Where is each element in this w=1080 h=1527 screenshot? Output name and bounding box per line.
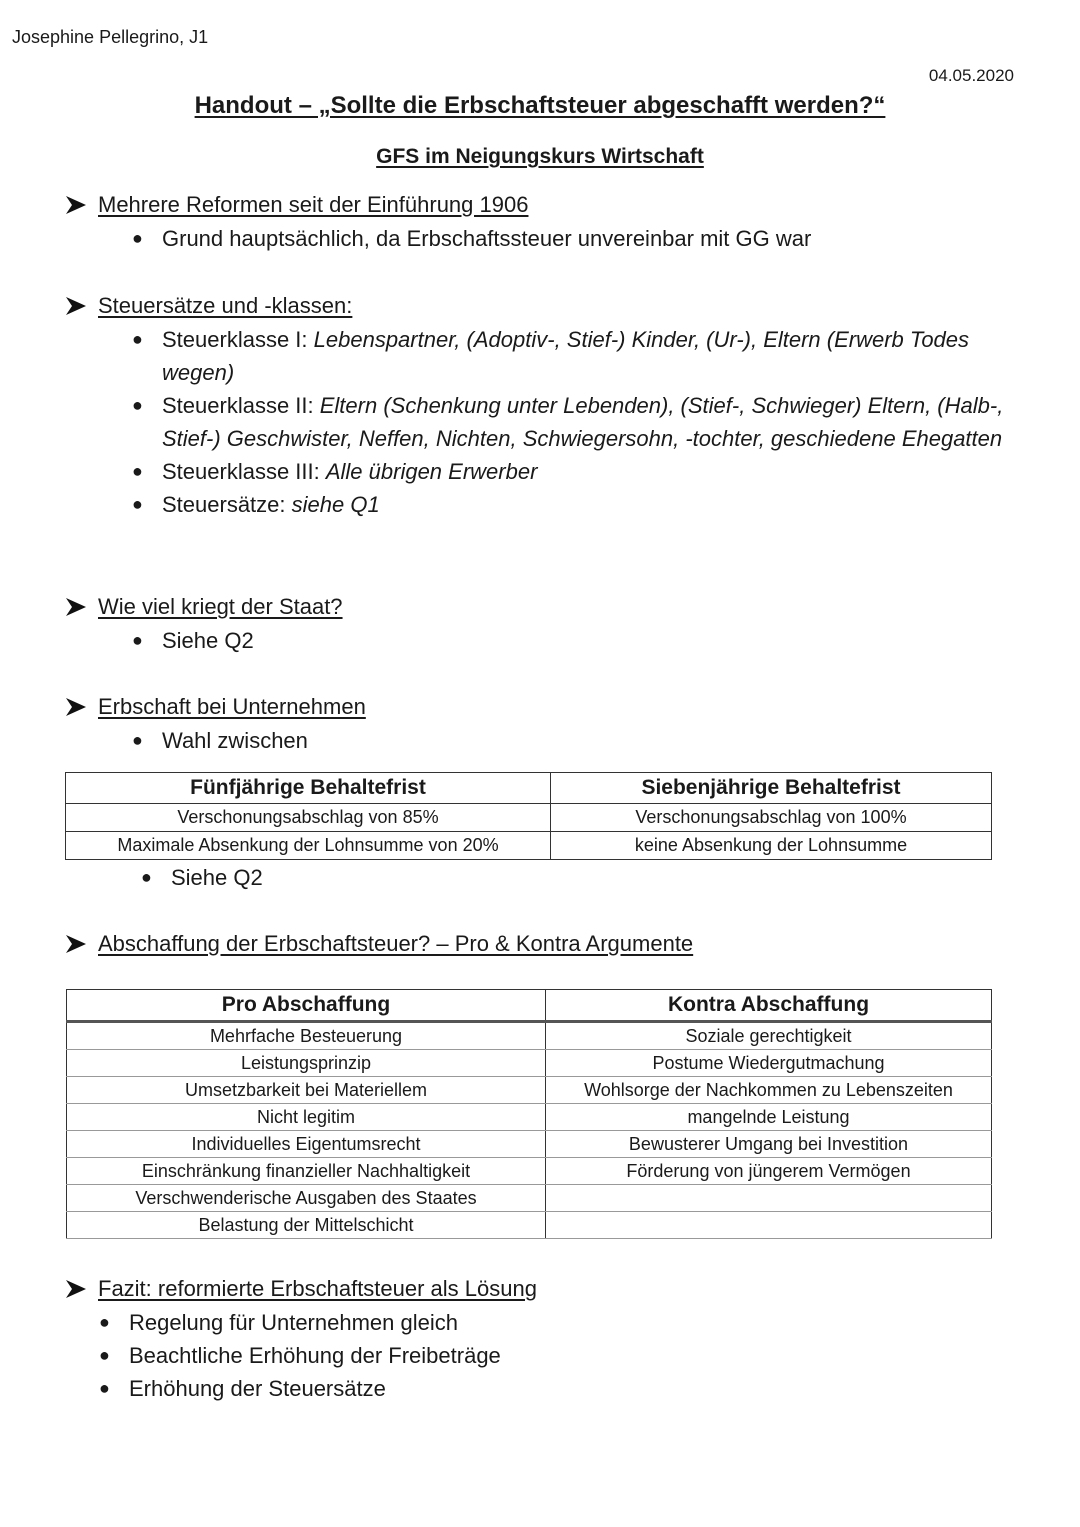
table-cell: Nicht legitim	[67, 1104, 546, 1131]
table-header: Fünfjährige Behaltefrist	[66, 773, 551, 804]
table-header: Siebenjährige Behaltefrist	[551, 773, 992, 804]
bullet-dot-icon: ●	[132, 461, 143, 481]
section-heading-unternehmen: Erbschaft bei Unternehmen	[64, 694, 366, 720]
table-cell: Umsetzbarkeit bei Materiellem	[67, 1077, 546, 1104]
table-header-row	[67, 990, 992, 1022]
table-cell: Förderung von jüngerem Vermögen	[546, 1158, 992, 1185]
bullet-dot-icon: ●	[132, 228, 143, 248]
steuer-list	[132, 323, 1022, 521]
table-cell: Belastung der Mittelschicht	[67, 1212, 546, 1239]
pro-kontra-table	[66, 989, 992, 1239]
arrow-bullet-icon	[64, 596, 88, 618]
list-item: ● Regelung für Unternehmen gleich	[99, 1306, 999, 1339]
table-cell	[546, 1212, 992, 1239]
table-header-row	[66, 773, 992, 804]
table-cell: Verschwenderische Ausgaben des Staates	[67, 1185, 546, 1212]
bullet-dot-icon: ●	[99, 1378, 110, 1398]
table-row	[67, 1185, 992, 1212]
table-row	[66, 832, 992, 860]
table-cell: Verschonungsabschlag von 85%	[66, 804, 551, 832]
table-cell: Einschränkung finanzieller Nachhaltigkeit	[67, 1158, 546, 1185]
bullet-dot-icon: ●	[132, 329, 143, 349]
unternehmen-after-list: ● Siehe Q2	[141, 861, 741, 894]
unternehmen-list: ● Wahl zwischen	[132, 724, 1032, 757]
table-cell: Leistungsprinzip	[67, 1050, 546, 1077]
bullet-dot-icon: ●	[141, 867, 152, 887]
bullet-dot-icon: ●	[99, 1312, 110, 1332]
list-item: ● Steuerklasse III: Alle übrigen Erwerber	[132, 455, 1022, 488]
section-heading-staat: Wie viel kriegt der Staat?	[64, 594, 343, 620]
section-heading-abschaffung: Abschaffung der Erbschaftsteuer? – Pro & Kontra Argumente	[64, 931, 693, 957]
bullet-dot-icon: ●	[132, 730, 143, 750]
table-row	[67, 1131, 992, 1158]
table-row	[67, 1050, 992, 1077]
table-cell	[546, 1185, 992, 1212]
table-row	[67, 1022, 992, 1050]
arrow-bullet-icon	[64, 295, 88, 317]
list-item: ● Steuerklasse II: Eltern (Schenkung unter Lebenden), (Stief-, Schwieger) Eltern, (Halb-, Stief-) Geschwister, Neffen, Nichten, Schwiegersohn, -tochter, geschiedene Ehegatten	[132, 389, 1022, 455]
bullet-dot-icon: ●	[132, 630, 143, 650]
table-cell: Postume Wiedergutmachung	[546, 1050, 992, 1077]
table-cell: Individuelles Eigentumsrecht	[67, 1131, 546, 1158]
section-heading-reformen: Mehrere Reformen seit der Einführung 1906	[64, 192, 528, 218]
table-cell: Bewusterer Umgang bei Investition	[546, 1131, 992, 1158]
date: 04.05.2020	[928, 66, 1014, 85]
bullet-dot-icon: ●	[99, 1345, 110, 1365]
staat-list: ● Siehe Q2	[132, 624, 1032, 657]
list-item: ● Steuerklasse I: Lebenspartner, (Adoptiv-, Stief-) Kinder, (Ur-), Eltern (Erwerb Todes wegen)	[132, 323, 1022, 389]
table-cell: Soziale gerechtigkeit	[546, 1022, 992, 1050]
section-heading-steuer: Steuersätze und -klassen:	[64, 293, 352, 319]
arrow-bullet-icon	[64, 696, 88, 718]
table-cell: Mehrfache Besteuerung	[67, 1022, 546, 1050]
table-row	[67, 1077, 992, 1104]
table-row	[66, 804, 992, 832]
arrow-bullet-icon	[64, 1278, 88, 1300]
list-item: ● Erhöhung der Steuersätze	[99, 1372, 999, 1405]
table-cell: Wohlsorge der Nachkommen zu Lebenszeiten	[546, 1077, 992, 1104]
table-cell: Verschonungsabschlag von 100%	[551, 804, 992, 832]
list-item: ● Steuersätze: siehe Q1	[132, 488, 1022, 521]
fazit-list	[99, 1306, 999, 1405]
table-cell: keine Absenkung der Lohnsumme	[551, 832, 992, 860]
table-cell: Maximale Absenkung der Lohnsumme von 20%	[66, 832, 551, 860]
table-row	[67, 1158, 992, 1185]
table-row	[67, 1104, 992, 1131]
table-cell: mangelnde Leistung	[546, 1104, 992, 1131]
table-row	[67, 1212, 992, 1239]
table-header: Pro Abschaffung	[67, 990, 546, 1022]
table-header: Kontra Abschaffung	[546, 990, 992, 1022]
list-item: ● Beachtliche Erhöhung der Freibeträge	[99, 1339, 999, 1372]
page-subtitle: GFS im Neigungskurs Wirtschaft	[376, 145, 704, 168]
arrow-bullet-icon	[64, 194, 88, 216]
page-title: Handout – „Sollte die Erbschaftsteuer abgeschafft werden?“	[194, 92, 886, 119]
behaltefrist-table	[65, 772, 992, 860]
bullet-dot-icon: ●	[132, 494, 143, 514]
reformen-list: ● Grund hauptsächlich, da Erbschaftssteuer unvereinbar mit GG war	[132, 222, 1032, 255]
section-heading-fazit: Fazit: reformierte Erbschaftsteuer als Lösung	[64, 1276, 537, 1302]
author-line: Josephine Pellegrino, J1	[12, 27, 209, 47]
arrow-bullet-icon	[64, 933, 88, 955]
bullet-dot-icon: ●	[132, 395, 143, 415]
